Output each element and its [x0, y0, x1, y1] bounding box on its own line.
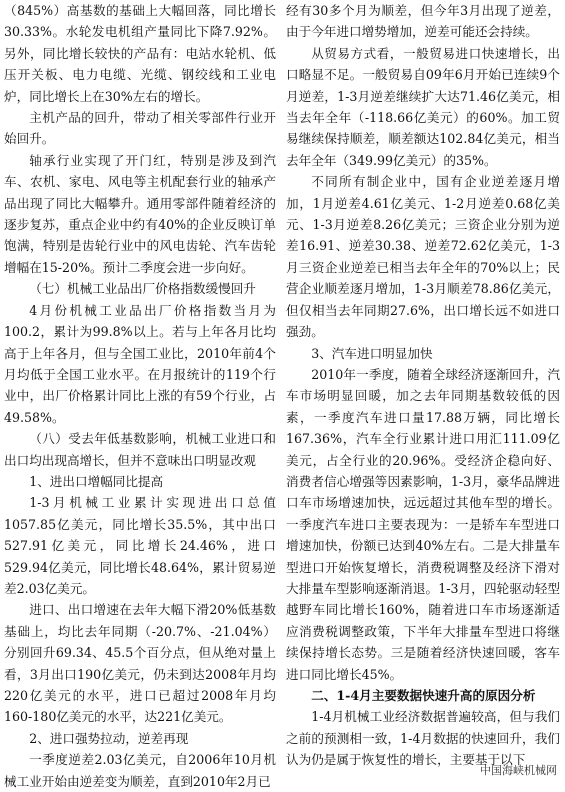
left-column — [4, 0, 276, 792]
section-heading: （七）机械工业品出厂价格指数缓慢回升 — [29, 281, 256, 297]
paragraph: 进口、出口增速在去年大幅下滑20%低基数基础上，均比去年同期（-20.7%、-21.04%）分别回升69.34、45.5个百分点，但从绝对量上看，3月出口190亿美元，仍未到达2008年月均220亿美元的水平，进口已超过2008年月均160-180亿美元的水平，达221亿美元。 — [4, 602, 276, 725]
paragraph: 一季度逆差2.03亿美元，自2006年10月机械工业开始由逆差变为顺差，直到2010年2月已 — [4, 752, 276, 789]
paragraph: 2010年一季度，随着全球经济逐渐回升，汽车市场明显回暖，加之去年同期基数较低的因素，一季度汽车进口量17.88万辆，同比增长167.36%，汽车全行业累计进口用汇111.09亿美元，占全行业的20.96%。受经济企稳向好、消费者信心增强等因素影响，1-3月，豪华品牌进口车市场增速加快，远远超过其他车型的增长。一季度汽车进口主要表现为：一是轿车车型进口增速加快，份额已达到40%左右。二是大排量车型进口开始恢复增长，消费税调整及经济下滑对大排量车型影响逐渐消退。1-3月，四轮驱动轻型越野车同比增长160%，随着进口车市场逐渐适应消费税调整政策，下半年大排量车型进口将继续保持增长态势。三是随着经济快速回暖，客车进口同比增长45%。 — [286, 366, 560, 682]
paragraph: 1-3月机械工业累计实现进出口总值1057.85亿美元，同比增长35.5%，其中出口527.91亿美元，同比增长24.46%，进口529.94亿美元，同比增长48.64%，累计贸易逆差2.03亿美元。 — [4, 495, 276, 596]
watermark: 中国海峡机械网 — [480, 764, 557, 777]
paragraph: 经有30多个月为顺差，但今年3月出现了逆差，由于今年进口增势增加，逆差可能还会持续。 — [286, 3, 560, 40]
section-heading: （八）受去年低基数影响，机械工业进口和出口均出现高增长，但并不意味出口明显改观 — [4, 431, 276, 468]
subsection-heading: 3、汽车进口明显加快 — [311, 345, 433, 361]
paragraph: 从贸易方式看，一般贸易进口快速增长，出口略显不足。一般贸易自09年6月开始已连续9个月逆差，1-3月逆差继续扩大达71.46亿美元，相当去年全年（-118.66亿美元）的60%。加工贸易继续保持顺差，顺差额达102.84亿美元，相当去年全年（349.99亿美元）的35%。 — [286, 45, 560, 168]
subsection-heading: 2、进口强势拉动，逆差再现 — [29, 730, 189, 746]
paragraph: 1-4月机械工业经济数据普遍较高，但与我们之前的预测相一致，1-4月数据的快速回升，我们认为仍是属于恢复性的增长，主要基于以下 — [286, 709, 560, 768]
paragraph: 4月份机械工业品出厂价格指数当月为100.2，累计为99.8%以上。若与上年各月比均高于上年各月，但与全国工业比，2010年前4个月均低于全国工业水平。在月报统计的119个行业中，出厂价格累计同比上涨的有59个行业，占49.58%。 — [4, 302, 276, 425]
right-column — [286, 0, 560, 771]
subsection-heading: 1、进出口增幅同比提高 — [29, 473, 164, 489]
section-heading: 二、1-4月主要数据快速升高的原因分析 — [311, 688, 536, 703]
paragraph: （845%）高基数的基础上大幅回落，同比增长30.33%。水轮发电机组产量同比下降7.92%。另外，同比增长较快的产品有：电站水轮机、低压开关板、电力电缆、光缆、钢绞线和工业电炉，同比增长上在30%左右的增长。 — [4, 3, 276, 104]
paragraph: 主机产品的回升，带动了相关零部件行业开始回升。 — [4, 110, 276, 147]
paragraph: 轴承行业实现了开门红，特别是涉及到汽车、农机、家电、风电等主机配套行业的轴承产品出现了同比大幅攀升。通用零部件随着经济的逐步复苏，重点企业中约有40%的企业反映订单饱满，特别是齿轮行业中的风电齿轮、汽车齿轮增幅在15-20%。预计二季度会进一步向好。 — [4, 152, 276, 275]
paragraph: 不同所有制企业中，国有企业逆差逐月增加，1月逆差4.61亿美元、1-2月逆差0.68亿美元、1-3月逆差8.26亿美元；三资企业分别为逆差16.91、逆差30.38、逆差72.62亿美元，1-3月三资企业逆差已相当去年全年的70%以上；民营企业顺差逐月增加，1-3月顺差78.86亿美元，但仅相当去年同期27.6%，出口增长远不如进口强劲。 — [286, 174, 560, 340]
